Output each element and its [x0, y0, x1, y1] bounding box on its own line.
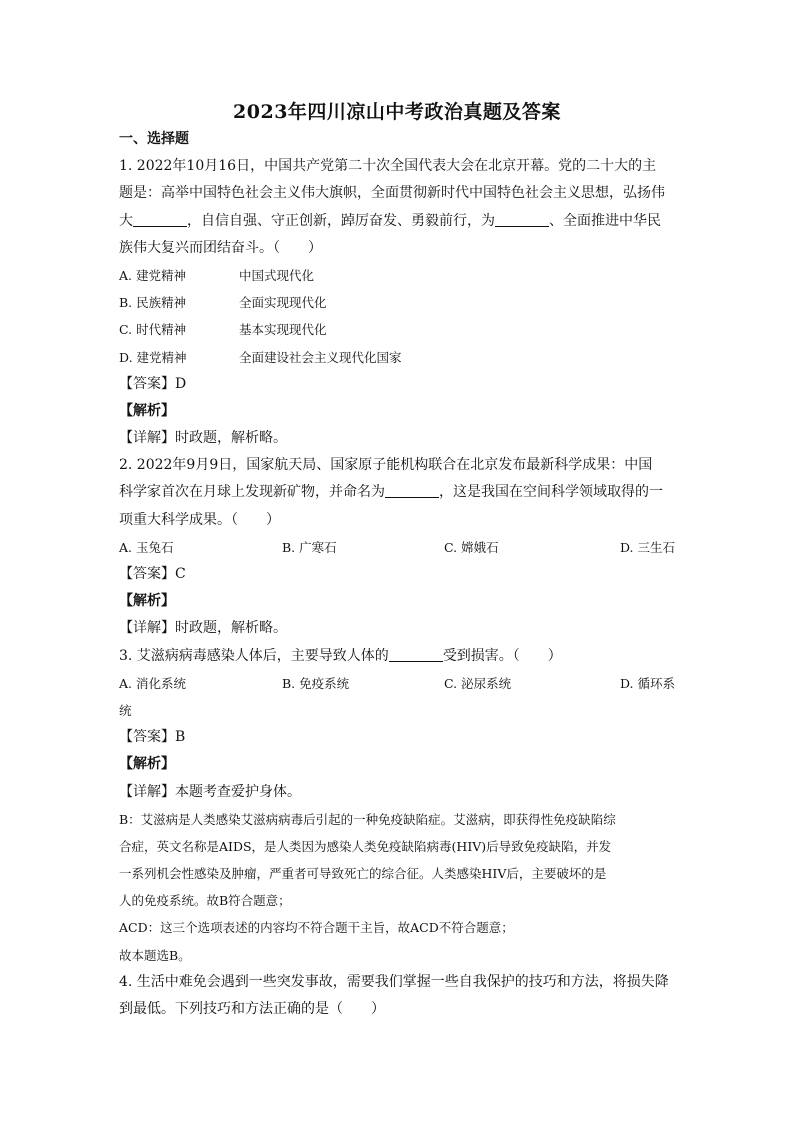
q2-answer: 【答案】C [119, 566, 186, 582]
option-label: B. 民族精神 [119, 295, 187, 311]
q2-text-b: ，这是我国在空间科学领域取得的一 [439, 484, 663, 501]
q1-option-a [119, 262, 675, 289]
q1-answer: 【答案】D [119, 375, 187, 392]
q1-text-c: 、全面推进中华民 [549, 212, 661, 229]
option-label: C. 时代精神 [119, 322, 187, 338]
option-value: 基本实现现代化 [239, 322, 327, 338]
q3-explanation-3: 一系列机会性感染及肿瘤，严重者可导致死亡的综合征。人类感染HIV后，主要破坏的是 [119, 866, 607, 882]
q1-analysis-heading: 【解析】 [119, 402, 175, 419]
option-value: 全面实现现代化 [239, 295, 327, 311]
q3-explanation-5: ACD：这三个选项表述的内容均不符合题干主旨，故ACD不符合题意； [119, 920, 514, 936]
answer-blank [133, 212, 187, 227]
q3-text-a: 3. 艾滋病病毒感染人体后，主要导致人体的 [119, 647, 389, 664]
q2-analysis-heading: 【解析】 [119, 593, 175, 610]
q3-option-wrap: 统 [119, 702, 132, 718]
q2-option-b: B. 广寒石 [282, 539, 337, 555]
q1-detail: 【详解】时政题，解析略。 [119, 430, 287, 447]
q3-analysis-heading: 【解析】 [119, 756, 175, 773]
q3-options [119, 670, 675, 697]
q2-option-a: A. 玉兔石 [119, 539, 174, 555]
q3-text-b: 受到损害。（ ） [442, 647, 562, 664]
q1-option-d [119, 344, 675, 371]
q2-detail: 【详解】时政题，解析略。 [119, 620, 287, 637]
question-2-line-1: 2. 2022年9月9日，国家航天局、国家原子能机构联合在北京发布最新科学成果：中国 [119, 457, 653, 474]
option-value: 中国式现代化 [239, 267, 315, 283]
q2-text-a: 科学家首次在月球上发现新矿物，并命名为 [119, 484, 385, 501]
option-label: D. 建党精神 [119, 349, 187, 365]
document-body [119, 126, 675, 1023]
question-1-line-4: 族伟大复兴而团结奋斗。（ ） [119, 239, 322, 256]
q2-option-d: D. 三生石 [619, 539, 675, 555]
q3-explanation-1: B：艾滋病是人类感染艾滋病病毒后引起的一种免疫缺陷症。艾滋病，即获得性免疫缺陷综 [119, 811, 616, 827]
option-value: 全面建设社会主义现代化国家 [239, 349, 402, 365]
q3-option-c: C. 泌尿系统 [444, 675, 512, 691]
q3-option-d: D. 循环系 [619, 675, 675, 691]
q3-option-b: B. 免疫系统 [282, 675, 350, 691]
answer-blank [389, 647, 443, 662]
q1-text-a: 大 [119, 212, 133, 229]
q3-option-a: A. 消化系统 [119, 675, 186, 691]
q3-explanation-4: 人的免疫系统。故B符合题意； [119, 893, 291, 909]
question-2-line-2 [119, 479, 675, 506]
q1-text-b: ，自信自强、守正创新，踔厉奋发、勇毅前行，为 [187, 212, 495, 229]
question-1-line-3 [119, 208, 675, 235]
question-1-line-1: 1. 2022年10月16日，中国共产党第二十次全国代表大会在北京开幕。党的二十大的主 [119, 158, 657, 175]
q1-option-b [119, 289, 675, 316]
question-2-line-3: 项重大科学成果。（ ） [119, 511, 280, 528]
q2-options [119, 534, 675, 561]
q3-explanation-2: 合症，英文名称是AIDS，是人类因为感染人类免疫缺陷病毒(HIV)后导致免疫缺陷，并发 [119, 838, 612, 854]
answer-blank [495, 212, 549, 227]
q2-option-c: C. 嫦娥石 [444, 539, 499, 555]
answer-blank [385, 483, 439, 498]
question-4-line-1: 4. 生活中难免会遇到一些突发事故，需要我们掌握一些自我保护的技巧和方法，将损失降 [119, 973, 669, 990]
q3-explanation-6: 故本题选B。 [119, 947, 191, 963]
q3-detail: 【详解】本题考查爱护身体。 [119, 783, 301, 800]
question-1-line-2: 题是：高举中国特色社会主义伟大旗帜，全面贯彻新时代中国特色社会主义思想，弘扬伟 [119, 185, 665, 202]
question-3-line-1 [119, 643, 675, 670]
q1-option-c [119, 316, 675, 343]
q3-answer: 【答案】B [119, 729, 186, 746]
option-label: A. 建党精神 [119, 267, 186, 283]
page-title: 2023年四川凉山中考政治真题及答案 [233, 101, 561, 123]
section-heading: 一、选择题 [119, 131, 189, 147]
question-4-line-2: 到最低。下列技巧和方法正确的是（ ） [119, 1001, 385, 1017]
